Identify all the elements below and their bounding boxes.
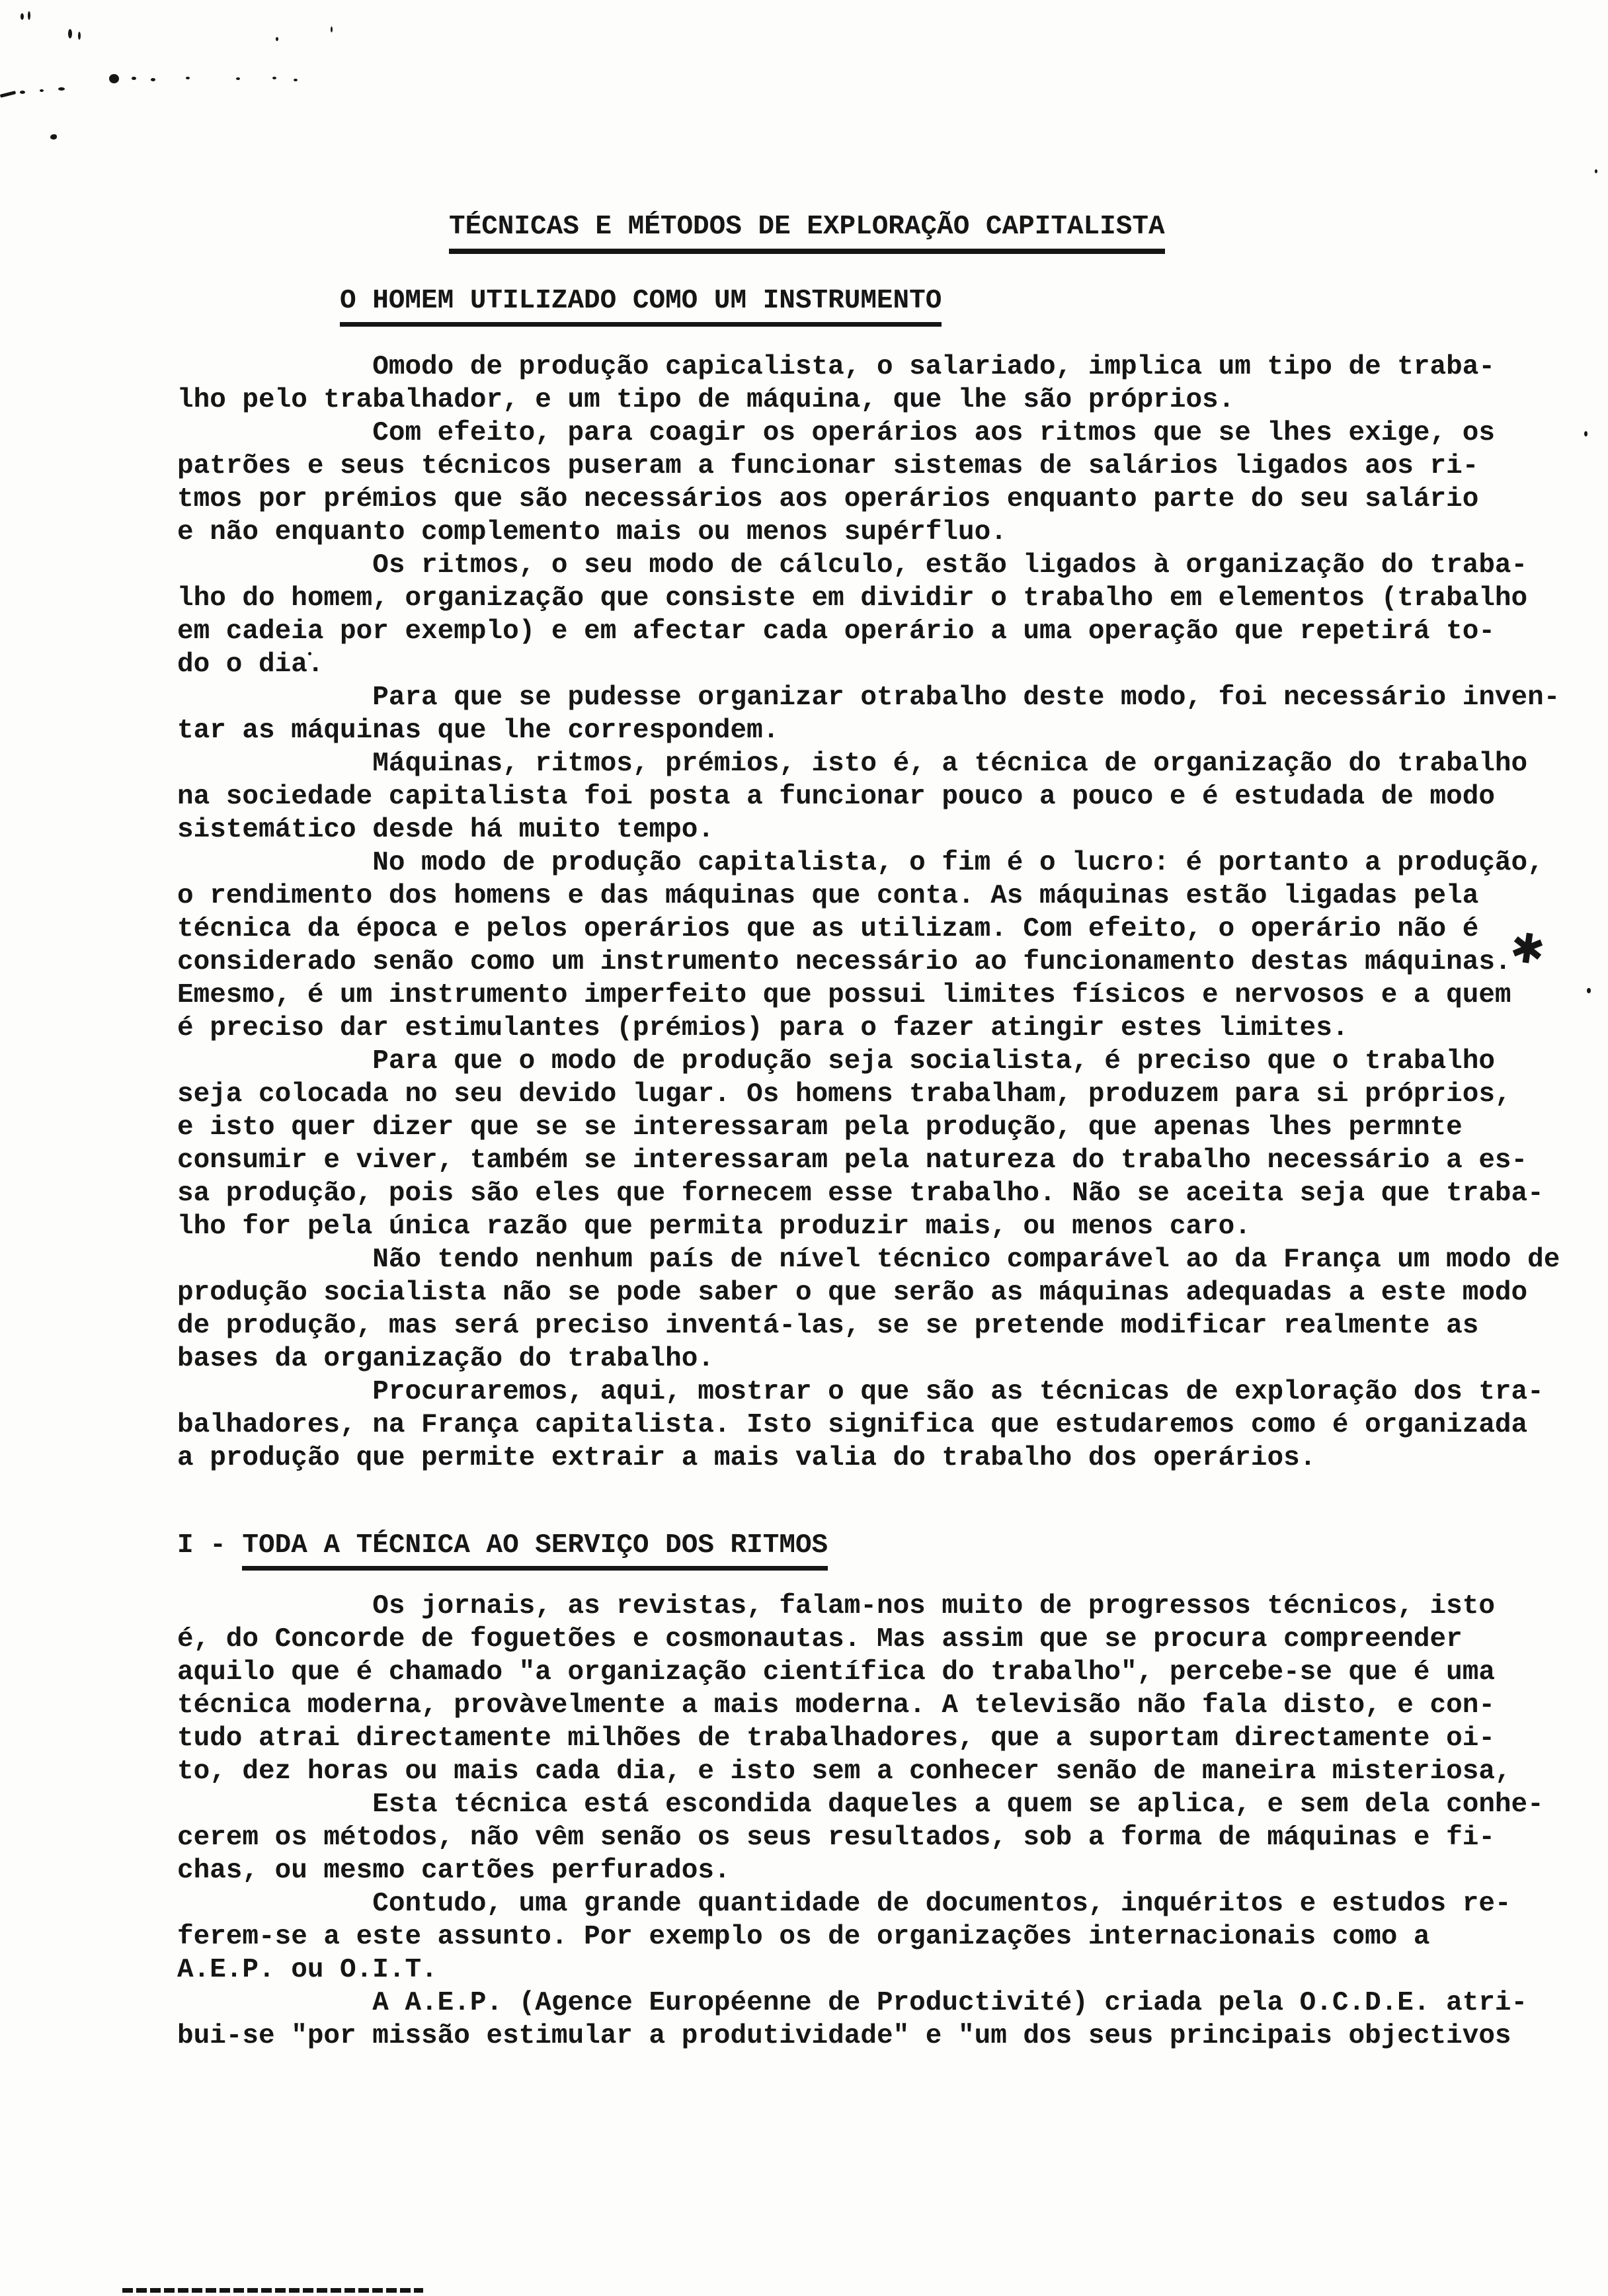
scan-edge-artifact <box>122 2288 423 2293</box>
body-line: Emesmo, é um instrumento imperfeito que possui limites físicos e nervosos e a quem <box>177 980 1511 1010</box>
body-line: é, do Concorde de foguetões e cosmonautas. Mas assim que se procura compreender <box>177 1624 1463 1655</box>
ink-speck <box>68 29 72 38</box>
body-line: Não tendo nenhum país de nível técnico comparável ao da França um modo de <box>177 1245 1560 1275</box>
handwritten-asterisk-mark: ✱ <box>1507 917 1548 981</box>
ink-speck <box>109 74 119 83</box>
ink-speck <box>236 77 240 80</box>
body-line: No modo de produção capitalista, o fim é o lucro: é portanto a produção, <box>177 848 1544 878</box>
body-line: Para que se pudesse organizar otrabalho deste modo, foi necessário inven- <box>177 682 1560 713</box>
ink-speck <box>294 79 298 81</box>
body-line: Omodo de produção capicalista, o salariado, implica um tipo de traba- <box>177 352 1495 382</box>
body-line: bui-se "por missão estimular a produtividade" e "um dos seus principais objectivos <box>177 2021 1511 2051</box>
body-line: A A.E.P. (Agence Européenne de Productivité) criada pela O.C.D.E. atri- <box>177 1988 1528 2018</box>
ink-speck <box>1595 169 1597 173</box>
ink-speck <box>28 11 30 20</box>
body-line: Com efeito, para coagir os operários aos ritmos que se lhes exige, os <box>177 418 1495 448</box>
body-line: A.E.P. ou O.I.T. <box>177 1955 438 1985</box>
ink-speck <box>331 26 333 32</box>
body-line: chas, ou mesmo cartões perfurados. <box>177 1856 731 1886</box>
body-line: técnica da época e pelos operários que as utilizam. Com efeito, o operário não é <box>177 914 1479 944</box>
document-subtitle: O HOMEM UTILIZADO COMO UM INSTRUMENTO <box>340 284 942 327</box>
body-line: lho do homem, organização que consiste em dividir o trabalho em elementos (trabalho <box>177 583 1528 614</box>
body-line: sistemático desde há muito tempo. <box>177 815 714 845</box>
ink-speck <box>276 37 278 41</box>
ink-speck <box>1587 988 1591 993</box>
ink-speck <box>20 13 24 20</box>
document-title: TÉCNICAS E MÉTODOS DE EXPLORAÇÃO CAPITALISTA <box>449 210 1165 254</box>
body-line: de produção, mas será preciso inventá-las, se se pretende modificar realmente as <box>177 1311 1479 1341</box>
body-line: produção socialista não se pode saber o que serão as máquinas adequadas a este modo <box>177 1278 1528 1308</box>
body-line: tar as máquinas que lhe correspondem. <box>177 716 780 746</box>
body-line: e não enquanto complemento mais ou menos supérfluo. <box>177 517 1007 548</box>
body-line: Máquinas, ritmos, prémios, isto é, a técnica de organização do trabalho <box>177 749 1528 779</box>
ink-speck <box>186 77 190 79</box>
body-text-block-2 <box>177 1590 1544 2053</box>
body-line: do o dia. <box>177 649 324 680</box>
ink-speck <box>40 89 44 92</box>
body-line: Contudo, uma grande quantidade de documentos, inquéritos e estudos re- <box>177 1889 1511 1919</box>
body-line: Esta técnica está escondida daqueles a quem se aplica, e sem dela conhe- <box>177 1789 1544 1820</box>
ink-speck <box>50 134 57 140</box>
body-line: Para que o modo de produção seja socialista, é preciso que o trabalho <box>177 1046 1495 1077</box>
ink-speck <box>272 77 276 79</box>
body-line: é preciso dar estimulantes (prémios) para o fazer atingir estes limites. <box>177 1013 1349 1044</box>
body-line: e isto quer dizer que se se interessaram pela produção, que apenas lhes permnte <box>177 1112 1463 1143</box>
ink-speck <box>78 32 81 40</box>
body-line: to, dez horas ou mais cada dia, e isto sem a conhecer senão de maneira misteriosa, <box>177 1756 1511 1787</box>
ink-speck <box>1584 431 1588 436</box>
body-line: tudo atrai directamente milhões de trabalhadores, que a suportam directamente oi- <box>177 1723 1495 1754</box>
section-heading: TODA A TÉCNICA AO SERVIÇO DOS RITMOS <box>242 1529 828 1571</box>
ink-speck <box>0 91 16 98</box>
body-line: consumir e viver, também se interessaram pela natureza do trabalho necessário a es- <box>177 1145 1528 1176</box>
body-line: em cadeia por exemplo) e em afectar cada operário a uma operação que repetirá to- <box>177 616 1495 647</box>
body-line: balhadores, na França capitalista. Isto significa que estudaremos como é organizada <box>177 1410 1528 1440</box>
body-line: patrões e seus técnicos puseram a funcionar sistemas de salários ligados aos ri- <box>177 451 1479 481</box>
body-line: lho pelo trabalhador, e um tipo de máquina, que lhe são próprios. <box>177 385 1235 415</box>
body-line: na sociedade capitalista foi posta a funcionar pouco a pouco e é estudada de modo <box>177 782 1495 812</box>
section-heading-row <box>177 1529 828 1571</box>
body-line: técnica moderna, provàvelmente a mais moderna. A televisão não fala disto, e con- <box>177 1690 1495 1721</box>
body-line: Os jornais, as revistas, falam-nos muito de progressos técnicos, isto <box>177 1591 1495 1621</box>
body-line: bases da organização do trabalho. <box>177 1344 714 1374</box>
ink-speck <box>151 78 155 81</box>
body-line: sa produção, pois são eles que fornecem esse trabalho. Não se aceita seja que traba- <box>177 1178 1544 1209</box>
section-numeral: I - <box>177 1530 243 1561</box>
body-line: Os ritmos, o seu modo de cálculo, estão ligados à organização do traba- <box>177 550 1528 581</box>
body-line: a produção que permite extrair a mais valia do trabalho dos operários. <box>177 1443 1316 1473</box>
body-line: o rendimento dos homens e das máquinas que conta. As máquinas estão ligadas pela <box>177 881 1479 911</box>
body-line: aquilo que é chamado "a organização científica do trabalho", percebe-se que é uma <box>177 1657 1495 1688</box>
ink-speck <box>132 77 136 80</box>
body-line: tmos por prémios que são necessários aos operários enquanto parte do seu salário <box>177 484 1479 514</box>
ink-speck <box>20 91 25 94</box>
body-line: lho for pela única razão que permita produzir mais, ou menos caro. <box>177 1211 1251 1242</box>
body-line: seja colocada no seu devido lugar. Os homens trabalham, produzem para si próprios, <box>177 1079 1511 1110</box>
body-line: Procuraremos, aqui, mostrar o que são as técnicas de exploração dos tra- <box>177 1377 1544 1407</box>
body-text-block-1 <box>177 350 1560 1475</box>
ink-speck <box>58 87 65 91</box>
body-line: cerem os métodos, não vêm senão os seus resultados, sob a forma de máquinas e fi- <box>177 1823 1495 1853</box>
body-line: considerado senão como um instrumento necessário ao funcionamento destas máquinas. <box>177 947 1511 977</box>
body-line: ferem-se a este assunto. Por exemplo os de organizações internacionais como a <box>177 1922 1430 1952</box>
